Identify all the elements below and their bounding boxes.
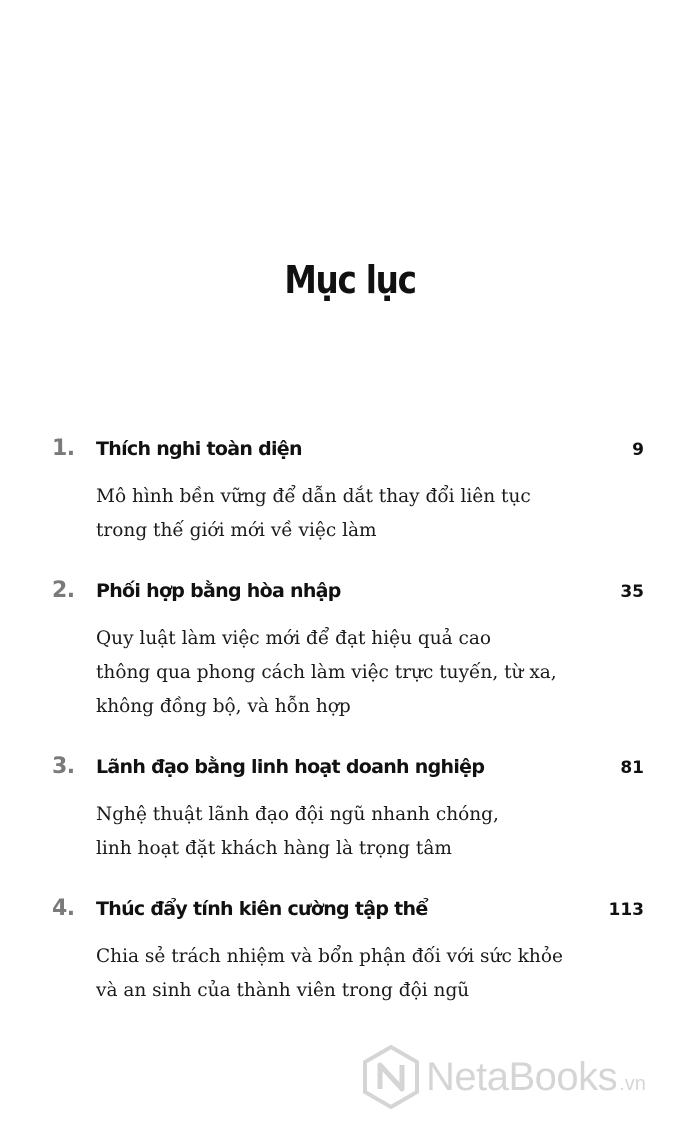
- toc-entry-number: 3.: [52, 754, 75, 779]
- toc-entry-number: 2.: [52, 578, 75, 603]
- toc-entry-page-number: 113: [608, 900, 644, 920]
- description-line: trong thế giới mới về việc làm: [96, 520, 377, 541]
- page-title: Mục lục: [284, 258, 416, 302]
- toc-entry-heading: Thúc đẩy tính kiên cường tập thể: [96, 898, 428, 920]
- netabooks-logo-icon: [362, 1045, 420, 1109]
- toc-entry-number: 4.: [52, 896, 75, 921]
- watermark: [362, 1045, 646, 1109]
- description-line: linh hoạt đặt khách hàng là trọng tâm: [96, 838, 452, 859]
- description-line: và an sinh của thành viên trong đội ngũ: [96, 980, 470, 1001]
- watermark-text: NetaBooks: [426, 1054, 618, 1099]
- watermark-suffix: .vn: [619, 1072, 646, 1095]
- toc-entry-page-number: 9: [632, 440, 644, 460]
- toc-entry-description: [96, 622, 636, 724]
- description-line: thông qua phong cách làm việc trực tuyến, từ xa,: [96, 662, 557, 683]
- toc-entry-heading: Thích nghi toàn diện: [96, 438, 302, 460]
- description-line: Quy luật làm việc mới để đạt hiệu quả cao: [96, 628, 492, 649]
- toc-entry-description: [96, 940, 636, 1008]
- toc-entry-description: [96, 480, 636, 548]
- description-line: không đồng bộ, và hỗn hợp: [96, 696, 351, 717]
- toc-entry-description: [96, 798, 636, 866]
- toc-entry-page-number: 81: [620, 758, 644, 778]
- toc-entry-page-number: 35: [620, 582, 644, 602]
- description-line: Mô hình bền vững để dẫn dắt thay đổi liên tục: [96, 486, 531, 507]
- toc-entry-heading: Lãnh đạo bằng linh hoạt doanh nghiệp: [96, 756, 485, 778]
- description-line: Chia sẻ trách nhiệm và bổn phận đối với sức khỏe: [96, 946, 563, 967]
- toc-entry-heading: Phối hợp bằng hòa nhập: [96, 580, 341, 602]
- description-line: Nghệ thuật lãnh đạo đội ngũ nhanh chóng,: [96, 804, 499, 825]
- toc-entry-number: 1.: [52, 436, 75, 461]
